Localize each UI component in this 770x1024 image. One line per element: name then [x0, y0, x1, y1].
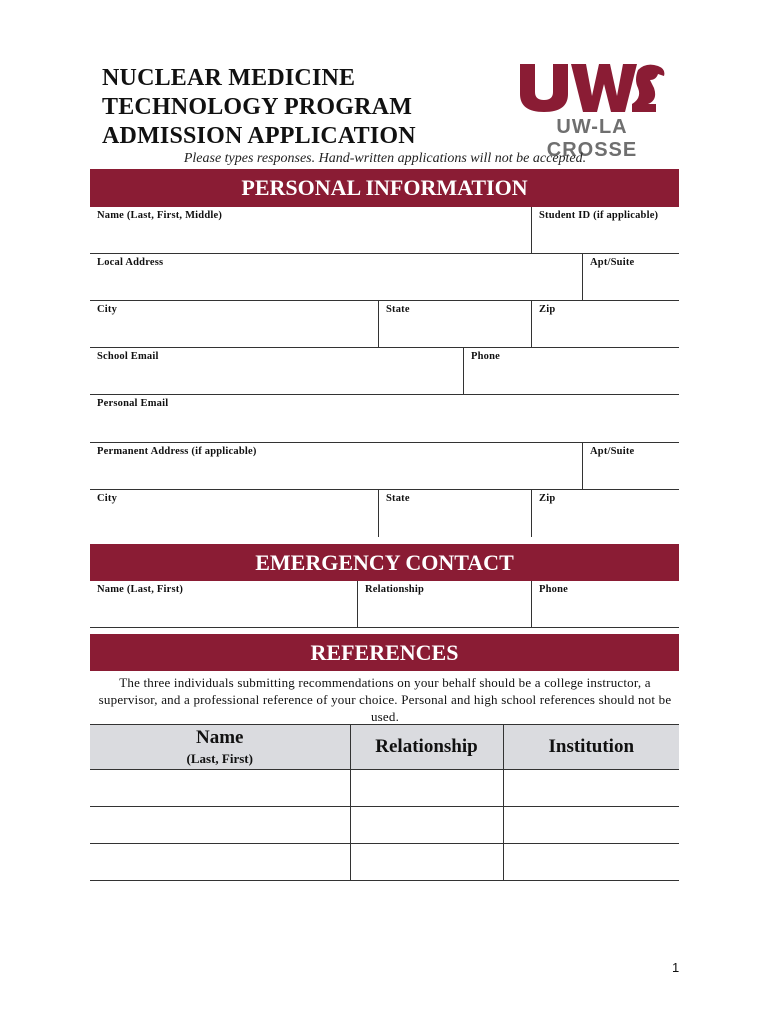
city-field[interactable]: City [90, 301, 379, 348]
phone-field[interactable]: Phone [463, 348, 679, 395]
col-name-header [90, 725, 350, 770]
personal-email-field[interactable]: Personal Email [90, 395, 679, 443]
student-id-field[interactable]: Student ID (if applicable) [531, 207, 679, 254]
personal-info-banner: PERSONAL INFORMATION [90, 169, 679, 207]
permanent-city-field[interactable]: City [97, 493, 118, 504]
uwl-logo-mark [516, 64, 668, 114]
col-relationship-header: Relationship [350, 725, 503, 770]
table-row [90, 807, 679, 844]
local-address-field[interactable]: Local Address [90, 254, 583, 301]
title-line-1: NUCLEAR MEDICINE [102, 65, 356, 91]
reference-1-institution-cell[interactable] [503, 770, 679, 807]
logo-subtitle: UW-LA CROSSE [546, 116, 638, 161]
references-banner: REFERENCES [90, 634, 679, 671]
name-field[interactable]: Name (Last, First, Middle) [90, 207, 532, 254]
col-institution-header: Institution [503, 725, 679, 770]
reference-1-name-cell[interactable] [90, 770, 350, 807]
references-table [90, 724, 679, 881]
references-instructions: The three individuals submitting recommendations on your behalf should be a college instructor, a supervisor, and a professional reference of your choice. Personal and high school references should not be used. [98, 675, 672, 724]
emergency-name-field[interactable]: Name (Last, First) [90, 581, 358, 628]
school-email-field[interactable]: School Email [90, 348, 464, 395]
reference-2-name-cell[interactable] [90, 807, 350, 844]
apt-suite-field[interactable]: Apt/Suite [582, 254, 679, 301]
references-header-row [90, 725, 679, 770]
col-name-label: Name [196, 727, 244, 748]
zip-field[interactable]: Zip [531, 301, 679, 348]
table-row [90, 770, 679, 807]
uwl-logo [516, 64, 668, 161]
page-number: 1 [672, 960, 680, 975]
permanent-state-field[interactable]: State [378, 490, 532, 537]
reference-2-institution-cell[interactable] [503, 807, 679, 844]
reference-3-relationship-cell[interactable] [350, 844, 503, 881]
table-row [90, 844, 679, 881]
permanent-apt-suite-field[interactable]: Apt/Suite [582, 443, 679, 490]
reference-3-name-cell[interactable] [90, 844, 350, 881]
reference-2-relationship-cell[interactable] [350, 807, 503, 844]
title-line-2: TECHNOLOGY PROGRAM [102, 94, 413, 120]
title-line-3: ADMISSION APPLICATION [102, 123, 416, 149]
form-title [102, 64, 416, 151]
reference-3-institution-cell[interactable] [503, 844, 679, 881]
col-name-sublabel: (Last, First) [186, 751, 253, 766]
state-field[interactable]: State [378, 301, 532, 348]
permanent-address-field[interactable]: Permanent Address (if applicable) [90, 443, 583, 490]
permanent-zip-field[interactable]: Zip [531, 490, 679, 537]
emergency-contact-banner: EMERGENCY CONTACT [90, 544, 679, 581]
instructions-note: Please types responses. Hand-written applications will not be accepted. [183, 151, 587, 166]
emergency-phone-field[interactable]: Phone [531, 581, 679, 628]
emergency-relationship-field[interactable]: Relationship [357, 581, 532, 628]
reference-1-relationship-cell[interactable] [350, 770, 503, 807]
